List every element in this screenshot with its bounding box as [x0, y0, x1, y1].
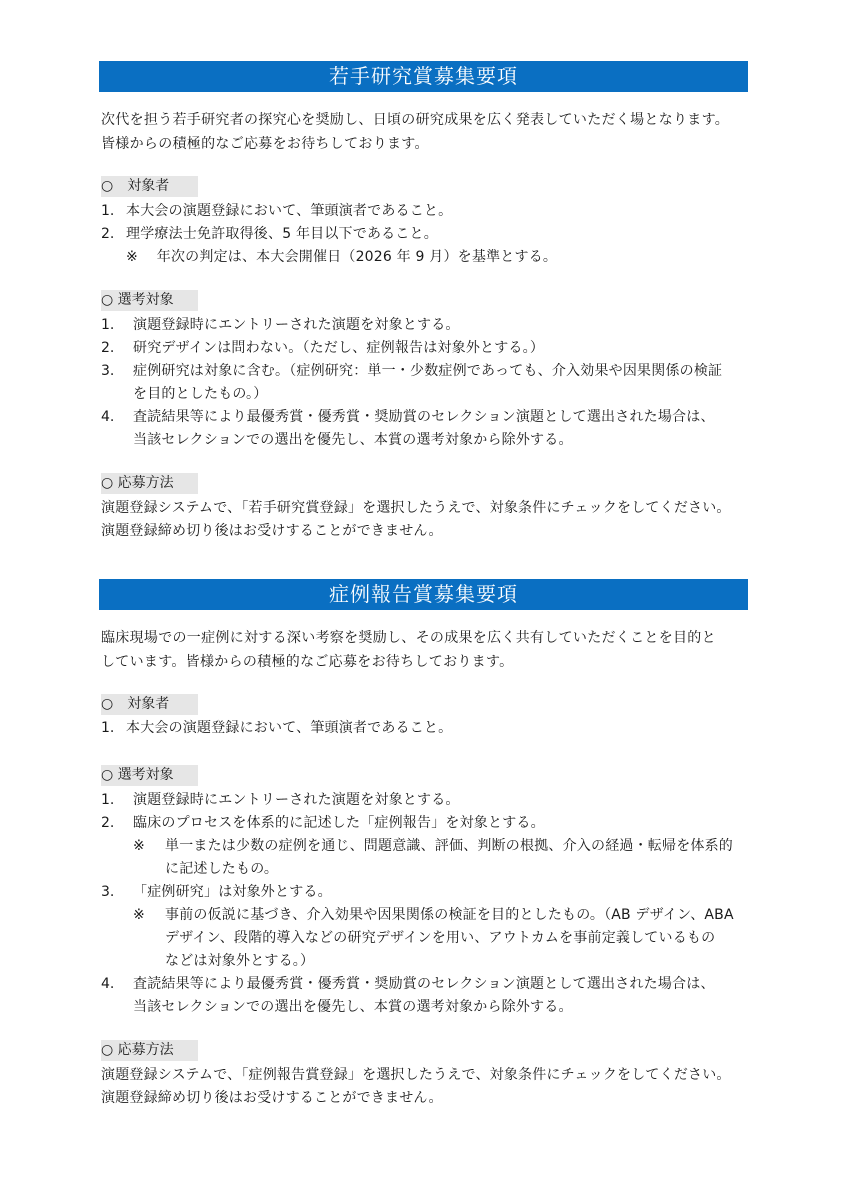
- list-item-cont: を目的としたもの。）: [133, 386, 268, 402]
- section1-selection-label: ○ 選考対象: [101, 290, 198, 311]
- list-number: 4.: [101, 409, 115, 425]
- intro-line: 臨床現場での一症例に対する深い考察を奨励し、その成果を広く共有していただくことを目的と: [101, 630, 716, 646]
- list-item: 研究デザインは問わない。（ただし、症例報告は対象外とする。）: [133, 340, 545, 356]
- section1-intro: [101, 108, 753, 156]
- list-number: 1.: [101, 317, 115, 333]
- list-number: 1.: [101, 792, 115, 808]
- note-text: ※ 年次の判定は、本大会開催日（2026 年 9 月）を基準とする。: [126, 249, 558, 265]
- section2-intro: [101, 626, 753, 674]
- list-number: 1.: [101, 720, 115, 736]
- note-mark: ※: [133, 907, 145, 923]
- method-text: 演題登録締め切り後はお受けすることができません。: [101, 1090, 443, 1106]
- list-number: 3.: [101, 884, 115, 900]
- note-text: に記述したもの。: [165, 861, 279, 877]
- section1-title: 若手研究賞募集要項: [99, 61, 748, 92]
- list-number: 3.: [101, 363, 115, 379]
- list-number: 1.: [101, 203, 115, 219]
- section1-method-label: ○ 応募方法: [101, 473, 198, 494]
- intro-line: しています。皆様からの積極的なご応募をお待ちしております。: [101, 654, 514, 670]
- method-text: 演題登録締め切り後はお受けすることができません。: [101, 523, 443, 539]
- note-text: などは対象外とする。）: [165, 953, 315, 969]
- list-item: 症例研究は対象に含む。（症例研究：単一・少数症例であっても、介入効果や因果関係の検証: [133, 363, 723, 379]
- intro-line: 皆様からの積極的なご応募をお待ちしております。: [101, 136, 429, 152]
- list-item: 本大会の演題登録において、筆頭演者であること。: [126, 203, 453, 219]
- method-text: 演題登録システムで、「若手研究賞登録」を選択したうえで、対象条件にチェックをしてください。: [101, 500, 731, 516]
- note-text: 単一または少数の症例を通じ、問題意識、評価、判断の根拠、介入の経過・転帰を体系的: [165, 838, 733, 854]
- list-item: 演題登録時にエントリーされた演題を対象とする。: [133, 317, 460, 333]
- list-number: 2.: [101, 226, 115, 242]
- section2-method-label: ○ 応募方法: [101, 1040, 198, 1061]
- list-number: 4.: [101, 976, 115, 992]
- list-number: 2.: [101, 340, 115, 356]
- intro-line: 次代を担う若手研究者の探究心を奨励し、日頃の研究成果を広く発表していただく場となります。: [101, 112, 730, 128]
- list-item: 理学療法士免許取得後、5 年目以下であること。: [126, 226, 438, 242]
- note-text: デザイン、段階的導入などの研究デザインを用い、アウトカムを事前定義しているもの: [165, 930, 716, 946]
- section2-title: 症例報告賞募集要項: [99, 579, 748, 610]
- list-item: 演題登録時にエントリーされた演題を対象とする。: [133, 792, 460, 808]
- note-text: 事前の仮説に基づき、介入効果や因果関係の検証を目的としたもの。（AB デザイン、ABA: [165, 907, 734, 923]
- section1-target-label: ○ 対象者: [101, 176, 198, 197]
- list-item: 「症例研究」は対象外とする。: [133, 884, 332, 900]
- list-item-cont: 当該セレクションでの選出を優先し、本賞の選考対象から除外する。: [133, 432, 573, 448]
- list-item-cont: 当該セレクションでの選出を優先し、本賞の選考対象から除外する。: [133, 999, 573, 1015]
- note-mark: ※: [133, 838, 145, 854]
- list-item: 査読結果等により最優秀賞・優秀賞・奨励賞のセレクション演題として選出された場合は、: [133, 409, 715, 425]
- list-item: 本大会の演題登録において、筆頭演者であること。: [126, 720, 453, 736]
- list-number: 2.: [101, 815, 115, 831]
- method-text: 演題登録システムで、「症例報告賞登録」を選択したうえで、対象条件にチェックをしてください。: [101, 1067, 731, 1083]
- section2-selection-label: ○ 選考対象: [101, 765, 198, 786]
- list-item: 臨床のプロセスを体系的に記述した「症例報告」を対象とする。: [133, 815, 545, 831]
- section2-target-label: ○ 対象者: [101, 694, 198, 715]
- list-item: 査読結果等により最優秀賞・優秀賞・奨励賞のセレクション演題として選出された場合は、: [133, 976, 715, 992]
